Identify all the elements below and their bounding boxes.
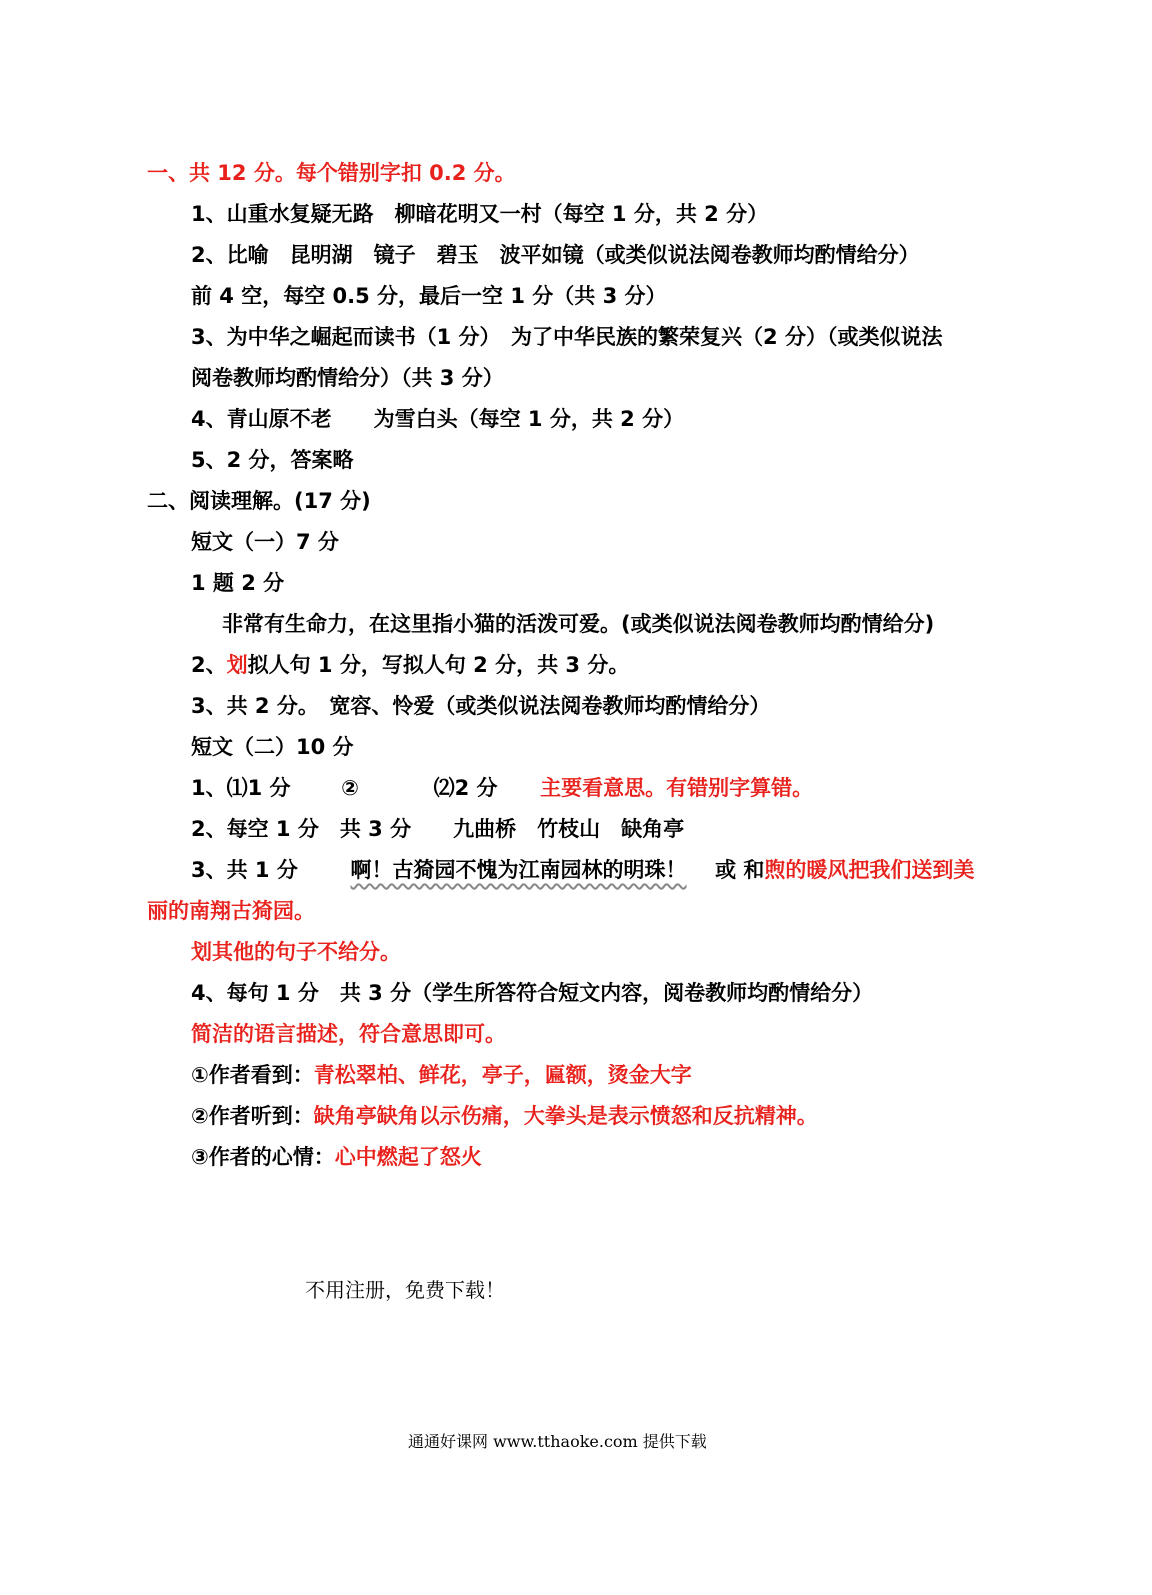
section-1-heading	[147, 158, 516, 188]
p2-q3-continuation: 丽的南翔古猗园。	[147, 899, 315, 923]
p1-q2-answer: 2、划拟人句 1 分，写拟人句 2 分，共 3 分。	[191, 653, 630, 677]
passage-1-title: 短文（一）7 分	[191, 530, 339, 554]
p2-q3-note: 划其他的句子不给分。	[191, 940, 401, 964]
s1-q5-answer: 5、2 分，答案略	[191, 448, 354, 472]
s1-q1-answer: 1、山重水复疑无路 柳暗花明又一村（每空 1 分，共 2 分）	[191, 202, 769, 226]
section-1-deduction-note: 每个错别字扣 0.2 分。	[295, 161, 516, 185]
p2-q4-item-1: ①作者看到：青松翠柏、鲜花，亭子，匾额，烫金大字	[191, 1063, 692, 1087]
p2-q3-quote: 啊！古猗园不愧为江南园林的明珠！	[350, 858, 687, 882]
p2-q1-note: 主要看意思。有错别字算错。	[540, 776, 814, 800]
s1-q3-scoring: 阅卷教师均酌情给分）（共 3 分）	[191, 366, 504, 390]
s1-q3-answer: 3、为中华之崛起而读书（1 分） 为了中华民族的繁荣复兴（2 分）（或类似说法	[191, 325, 943, 349]
p2-q4-item-3: ③作者的心情：心中燃起了怒火	[191, 1145, 482, 1169]
p2-q3-answer: 3、共 1 分 啊！古猗园不愧为江南园林的明珠！ 或 和煦的暖风把我们送到美	[191, 858, 975, 882]
passage-2-title: 短文（二）10 分	[191, 735, 354, 759]
s1-q4-answer: 4、青山原不老 为雪白头（每空 1 分，共 2 分）	[191, 407, 685, 431]
highlight-word: 划	[226, 653, 248, 677]
p2-q4-note: 简洁的语言描述，符合意思即可。	[191, 1022, 506, 1046]
free-download-notice: 不用注册，免费下载！	[305, 1278, 505, 1302]
p2-q4-item-2: ②作者听到：缺角亭缺角以示伤痛，大拳头是表示愤怒和反抗精神。	[191, 1104, 818, 1128]
p1-q1-title: 1 题 2 分	[191, 571, 285, 595]
footer-source: 通通好课网 www.tthaoke.com 提供下载	[408, 1432, 707, 1451]
p2-q2-answer: 2、每空 1 分 共 3 分 九曲桥 竹枝山 缺角亭	[191, 817, 685, 841]
s1-q2-scoring: 前 4 空，每空 0.5 分，最后一空 1 分（共 3 分）	[191, 284, 667, 308]
s1-q2-answer: 2、比喻 昆明湖 镜子 碧玉 波平如镜（或类似说法阅卷教师均酌情给分）	[191, 243, 920, 267]
p1-q1-answer: 非常有生命力，在这里指小猫的活泼可爱。(或类似说法阅卷教师均酌情给分)	[222, 612, 935, 636]
section-2-title: 二、阅读理解。(17 分)	[147, 489, 371, 513]
section-1-title: 一、共 12 分。	[147, 161, 296, 185]
p2-q4-answer: 4、每句 1 分 共 3 分（学生所答符合短文内容，阅卷教师均酌情给分）	[191, 981, 874, 1005]
p2-q1-answer: 1、⑴1 分 ② ⑵2 分 主要看意思。有错别字算错。	[191, 776, 814, 800]
p1-q3-answer: 3、共 2 分。 宽容、怜爱（或类似说法阅卷教师均酌情给分）	[191, 694, 771, 718]
